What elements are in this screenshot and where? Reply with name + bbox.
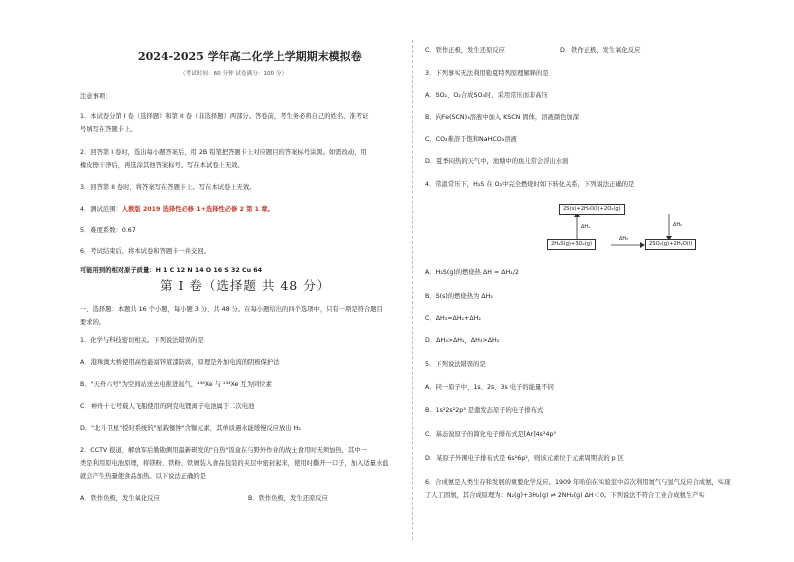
note-line: 1．本试卷分第 I 卷（选择题）和第 II 卷（非选择题）两部分。答卷前，考生务必将自己的姓名、准考证 <box>80 113 369 120</box>
option: A．港珠澳大桥使用高性能富锌底漆防腐，原理是外加电流的阴极保护法 <box>80 359 280 366</box>
option: B．向Fe(SCN)₃溶液中加入 KSCN 固体，溶液颜色加深 <box>425 114 579 121</box>
note-line: 5．难度系数：0.67 <box>80 227 136 234</box>
top-state-box: 2S(s)+2H₂O(l)+2O₂(g) <box>559 204 625 215</box>
question-stem: 3．下列事实无法利用勒夏特列原理解释的是 <box>425 70 549 77</box>
option: A．铁作负极，发生氧化反应 <box>80 495 160 502</box>
option: D．铁作正极，发生氧化反应 <box>560 47 641 54</box>
option: B．"天舟六号"为空间站送去电推进氙气，¹³⁶Xe 与 ¹³⁴Xe 互为同位素 <box>80 381 272 388</box>
note-line: 橡皮擦干净后，再选涂其他答案标号。写在本试卷上无效。 <box>80 162 244 169</box>
product-box: 2SO₂(g)+2H₂O(l) <box>645 239 696 250</box>
note-line: 3．回答第 II 卷时，将答案写在答题卡上。写在本试卷上无效。 <box>80 184 256 191</box>
option: D．夏季闷热的天气中，池塘中的鱼儿常会浮出水面 <box>425 158 569 165</box>
question-stem: 6．合成氨是人类生存和发展的重要化学反应。1909 年哈伯在实验室中首次利用氮气与氢气反应合成氨，实现 <box>425 479 731 486</box>
question-stem: 1．化学与科技密切相关。下列说法错误的是 <box>80 337 204 344</box>
option: D．ΔH₃>ΔH₁，ΔH₃>ΔH₂ <box>425 337 500 344</box>
dh2-label: ΔH₂ <box>673 222 683 228</box>
question-stem: 就会产生热量使食品加热。以下说法正确的是 <box>80 473 206 480</box>
question-stem: 5．下列说法错误的是 <box>425 361 486 368</box>
option: A．H₂S(g)的燃烧热 ΔH = ΔH₁/2 <box>425 269 519 276</box>
section-intro: 一、选择题：本题共 16 个小题，每小题 3 分，共 48 分。在每小题给出的四个选项中，只有一项是符合题目 <box>80 306 383 313</box>
exam-info: （考试时间：60 分钟 试卷满分：100 分） <box>180 71 288 77</box>
dh3-label: ΔH₃ <box>619 236 629 242</box>
note-line: 6．考试结束后，将本试卷和答题卡一并交回。 <box>80 248 210 255</box>
question-stem: 了人工固氮，其合成原理为：N₂(g)+3H₂(g) ⇌ 2NH₃(g) ΔH＜0。下列说法不符合工业合成氨生产实 <box>425 492 705 499</box>
reactant-box: 2H₂S(g)+3O₂(g) <box>547 239 596 250</box>
option: A．同一原子中，1s、2s、3s 电子的能量不同 <box>425 384 554 391</box>
option: C．CO₂难溶于饱和NaHCO₃溶液 <box>425 136 517 143</box>
enthalpy-diagram <box>547 202 717 254</box>
question-stem: 类是利用原电池原理，将镁粉、铁粉、铁屑装入食品包装的夹层中密封起来，使用时撕开一口子，加入适量水盐 <box>80 460 389 467</box>
page-title: 2024-2025 学年高二化学上学期期末模拟卷 <box>138 50 362 63</box>
dh1-label: ΔH₁ <box>581 224 591 230</box>
option: B．铁作负极，发生还原反应 <box>248 495 328 502</box>
scope-label: 4．测试范围： <box>80 206 122 213</box>
option: B．1s²2s²2p³ 是激发态原子的电子排布式 <box>425 407 544 414</box>
question-stem: 4．常温常压下，H₂S 在 O₂中完全燃烧时如下转化关系，下列说法正确的是 <box>425 181 635 188</box>
option: B．S(s)的燃烧热为 ΔH₂ <box>425 293 493 300</box>
column-divider <box>412 40 413 540</box>
option: C．神舟十七号载人飞船使用的阿克电锂离子电池属于二次电池 <box>80 403 255 410</box>
option: D．某原子外围电子排布式是 6s²6p²，则该元素位于元素周期表的 p 区 <box>425 455 624 462</box>
atomic-masses: 可能用到的相对原子质量：H 1 C 12 N 14 O 16 S 32 Cu 64 <box>80 267 263 274</box>
section-intro: 要求的。 <box>80 319 106 326</box>
note-line: 号填写在答题卡上。 <box>80 126 137 133</box>
option: C．ΔH₃=ΔH₁+ΔH₂ <box>425 315 481 322</box>
note-line <box>80 205 274 214</box>
option: C．基态溴原子的简化电子排布式是[Ar]4s²4p⁵ <box>425 431 556 438</box>
notice-heading: 注意事项： <box>80 93 112 100</box>
option: C．铁作正极，发生还原反应 <box>425 47 505 54</box>
scope-highlight: 人教版 2019 选择性必修 1+选择性必修 2 第 1 章。 <box>121 206 274 213</box>
section-title: 第 I 卷（选择题 共 48 分） <box>160 278 331 293</box>
option: A．SO₂、O₂合成SO₃时，采用常压而非高压 <box>425 92 548 99</box>
option: D．"北斗卫星"授时系统的"星载铷钟"含铷元素，其单质遇水能缓慢反应放出 H₂ <box>80 425 301 432</box>
note-line: 2．回答第 I 卷时，选出每小题答案后，用 2B 铅笔把答题卡上对应题目的答案标号涂黑。如需改动，用 <box>80 149 367 156</box>
question-stem: 2．CCTV 报道，解放军后勤勘测用最新研发的"自热"饭盒在与野外作业的战士食用时无须加热，其中一 <box>80 447 367 454</box>
